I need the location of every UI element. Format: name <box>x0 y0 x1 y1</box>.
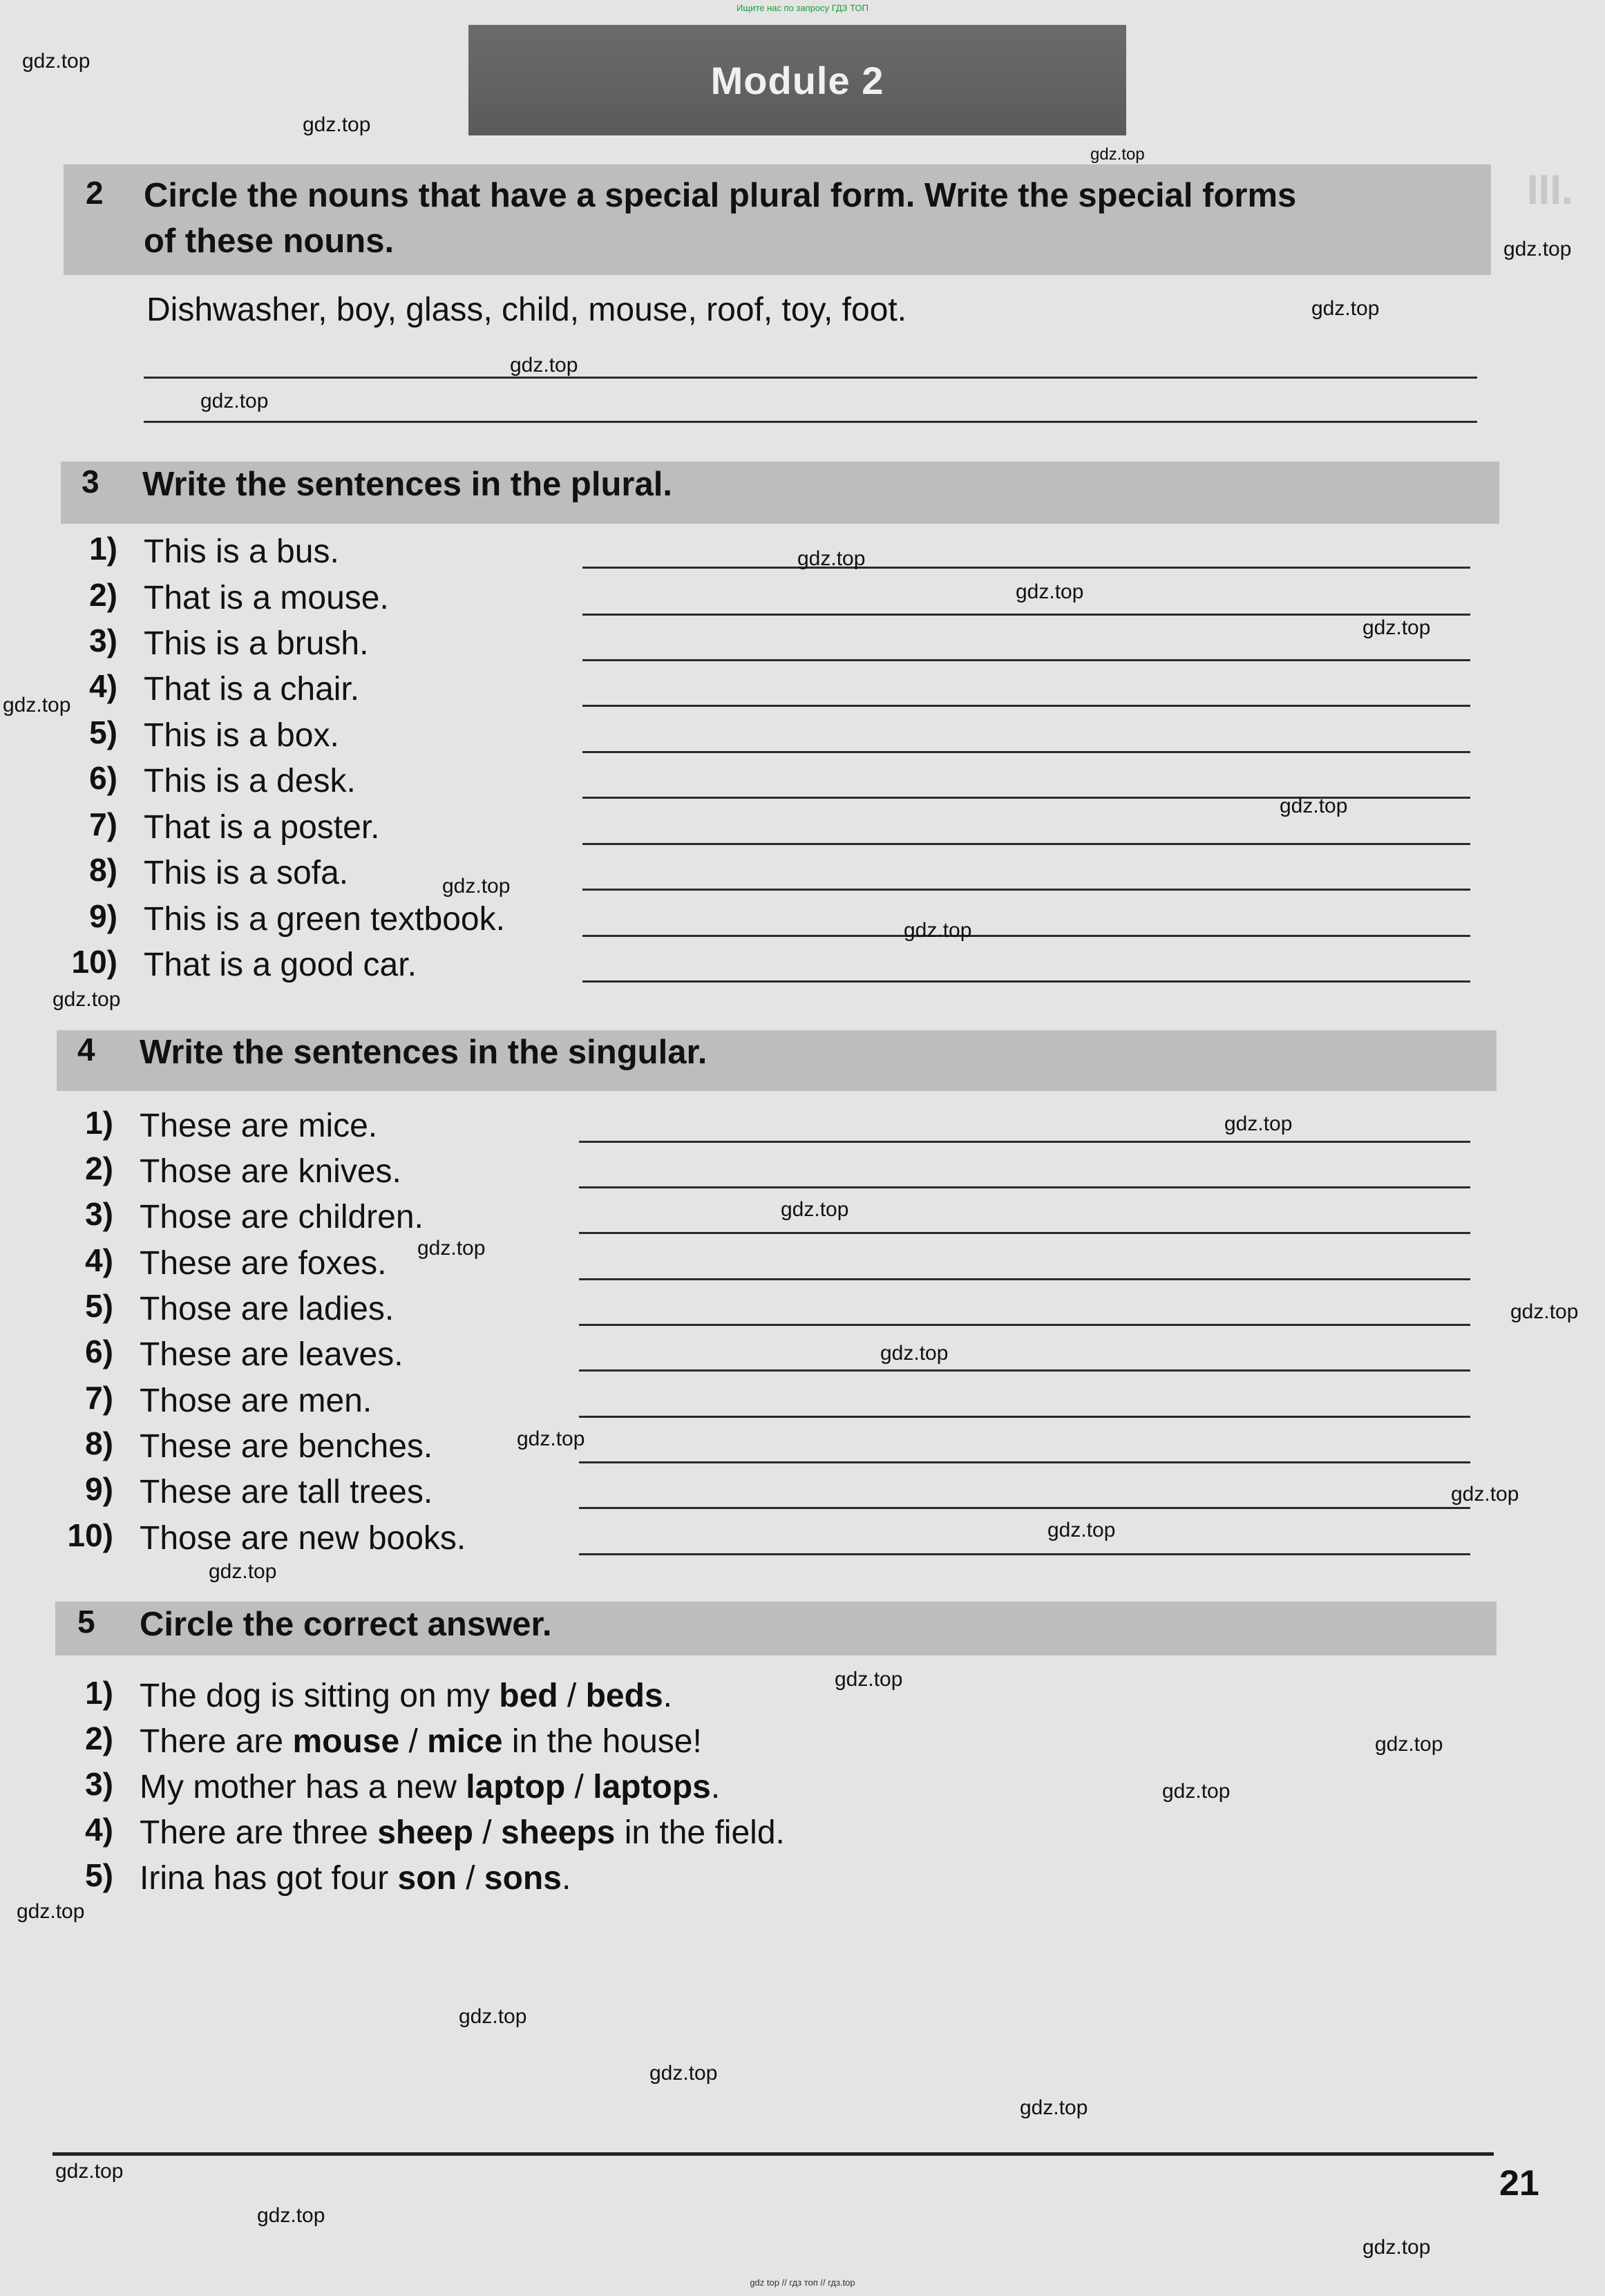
sentence-start: There are three <box>140 1814 378 1851</box>
ex3-item-number: 2) <box>89 577 117 613</box>
ex3-item-number: 10) <box>71 944 117 980</box>
option-plural[interactable]: beds <box>585 1678 663 1714</box>
ex3-answer-line[interactable] <box>582 889 1470 891</box>
ex4-item-text: Those are new books. <box>140 1520 466 1557</box>
ex4-answer-line[interactable] <box>579 1324 1470 1326</box>
ex2-answer-line-1[interactable] <box>144 377 1477 379</box>
watermark: gdz.top <box>1090 145 1145 164</box>
ex4-item-text: These are tall trees. <box>140 1474 433 1510</box>
ex4-answer-line[interactable] <box>579 1416 1470 1418</box>
watermark: gdz.top <box>1224 1112 1293 1135</box>
ex3-answer-line[interactable] <box>582 567 1470 569</box>
ex4-item-text: These are benches. <box>140 1428 433 1465</box>
ex3-item-number: 1) <box>89 531 117 567</box>
watermark: gdz.top <box>1020 2096 1088 2119</box>
sentence-start: There are <box>140 1723 293 1760</box>
watermark: gdz.top <box>1311 297 1380 320</box>
watermark: gdz.top <box>835 1668 903 1691</box>
watermark: gdz.top <box>17 1900 85 1923</box>
ex3-answer-line[interactable] <box>582 659 1470 661</box>
watermark: gdz.top <box>649 2062 718 2085</box>
option-plural[interactable]: mice <box>427 1723 503 1760</box>
ex5-sentence <box>140 1810 785 1856</box>
ex3-number: 3 <box>82 464 99 500</box>
ex3-answer-line[interactable] <box>582 980 1470 983</box>
ex3-answer-line[interactable] <box>582 843 1470 845</box>
ex4-answer-line[interactable] <box>579 1369 1470 1372</box>
ex4-item-number: 8) <box>85 1425 113 1461</box>
ex5-sentence <box>140 1856 571 1901</box>
ex3-item-number: 3) <box>89 623 117 658</box>
ex3-item-number: 6) <box>89 760 117 796</box>
ex5-number: 5 <box>77 1604 95 1640</box>
ex3-answer-line[interactable] <box>582 614 1470 616</box>
watermark: gdz.top <box>1451 1483 1519 1506</box>
sentence-start: Irina has got four <box>140 1860 398 1897</box>
ex3-item-number: 4) <box>89 668 117 704</box>
module-title: Module 2 <box>468 25 1126 135</box>
sentence-end: . <box>663 1678 672 1714</box>
ex4-item-number: 5) <box>85 1288 113 1324</box>
ex3-item-text: This is a desk. <box>144 763 356 799</box>
ex3-item-text: This is a sofa. <box>144 855 349 891</box>
ex5-sentence <box>140 1765 720 1810</box>
watermark: gdz.top <box>510 354 578 377</box>
ex4-item-number: 3) <box>85 1196 113 1232</box>
ex3-answer-line[interactable] <box>582 935 1470 937</box>
ex4-item-number: 4) <box>85 1242 113 1278</box>
ex2-number: 2 <box>86 175 104 211</box>
ex3-item-number: 9) <box>89 898 117 934</box>
watermark: gdz.top <box>1510 1300 1579 1323</box>
ex4-item-number: 7) <box>85 1380 113 1416</box>
ex4-answer-line[interactable] <box>579 1553 1470 1555</box>
watermark: gdz.top <box>53 988 121 1011</box>
watermark: gdz.top <box>1047 1519 1116 1541</box>
watermark: gdz.top <box>1016 580 1084 603</box>
ex4-item-number: 10) <box>67 1517 113 1553</box>
ex4-item-text: These are foxes. <box>140 1245 387 1282</box>
ex5-sentence <box>140 1719 702 1765</box>
ex3-answer-line[interactable] <box>582 705 1470 707</box>
edge-text: III. <box>1527 167 1573 213</box>
watermark: gdz.top <box>1362 2236 1431 2259</box>
watermark: gdz.top <box>904 919 972 942</box>
option-separator: / <box>558 1678 586 1714</box>
ex4-answer-line[interactable] <box>579 1186 1470 1188</box>
watermark: gdz.top <box>442 875 511 898</box>
ex4-item-text: Those are ladies. <box>140 1291 395 1327</box>
sentence-end: . <box>710 1769 721 1805</box>
sentence-start: My mother has a new <box>140 1769 466 1805</box>
ex2-instruction-line1: Circle the nouns that have a special plural form. Write the special forms <box>144 177 1297 214</box>
ex4-item-number: 1) <box>85 1105 113 1141</box>
watermark: gdz.top <box>781 1198 849 1221</box>
ex3-answer-line[interactable] <box>582 751 1470 753</box>
watermark: gdz.top <box>1375 1733 1443 1756</box>
ex4-item-text: Those are children. <box>140 1199 424 1235</box>
ex2-instruction-line2: of these nouns. <box>144 222 395 260</box>
watermark: gdz.top <box>200 390 269 412</box>
ex5-sentence <box>140 1673 672 1719</box>
ex5-item-number: 2) <box>85 1720 113 1756</box>
option-separator: / <box>565 1769 593 1805</box>
watermark: gdz.top <box>797 547 866 570</box>
ex5-item-number: 3) <box>85 1766 113 1802</box>
ex3-item-number: 8) <box>89 852 117 888</box>
ex4-item-text: These are mice. <box>140 1108 378 1144</box>
ex4-answer-line[interactable] <box>579 1461 1470 1463</box>
ex4-item-number: 9) <box>85 1471 113 1507</box>
ex4-item-text: These are leaves. <box>140 1336 403 1373</box>
sentence-end: in the field. <box>615 1814 785 1851</box>
ex3-item-number: 5) <box>89 714 117 750</box>
ex3-item-text: This is a brush. <box>144 625 369 662</box>
top-note: Ищите нас по запросу ГДЗ ТОП <box>737 3 868 13</box>
bottom-note: gdz top // гдз топ // гдз.top <box>750 2277 855 2288</box>
option-plural[interactable]: sheeps <box>500 1814 616 1851</box>
option-singular[interactable]: son <box>397 1860 457 1897</box>
sentence-end: . <box>561 1860 571 1897</box>
ex2-answer-line-2[interactable] <box>144 421 1477 423</box>
option-singular[interactable]: sheep <box>377 1814 473 1851</box>
ex3-item-text: That is a mouse. <box>144 580 389 616</box>
ex4-instruction: Write the sentences in the singular. <box>140 1034 707 1071</box>
ex4-answer-line[interactable] <box>579 1141 1470 1143</box>
ex3-item-text: That is a poster. <box>144 809 380 846</box>
watermark: gdz.top <box>257 2204 325 2227</box>
option-singular[interactable]: mouse <box>292 1723 400 1760</box>
watermark: gdz.top <box>209 1560 277 1583</box>
sentence-start: The dog is sitting on my <box>140 1678 500 1714</box>
ex4-answer-line[interactable] <box>579 1278 1470 1280</box>
ex3-item-text: That is a chair. <box>144 671 360 708</box>
ex5-item-number: 5) <box>85 1857 113 1893</box>
ex5-item-number: 4) <box>85 1812 113 1848</box>
watermark: gdz.top <box>22 50 91 73</box>
option-separator: / <box>473 1814 501 1851</box>
watermark: gdz.top <box>417 1237 486 1260</box>
ex2-word-list: Dishwasher, boy, glass, child, mouse, roof, toy, foot. <box>146 292 907 328</box>
watermark: gdz.top <box>517 1427 585 1450</box>
ex4-item-number: 2) <box>85 1150 113 1186</box>
watermark: gdz.top <box>303 113 371 136</box>
footer-rule <box>53 2152 1494 2156</box>
option-plural[interactable]: laptops <box>593 1769 711 1805</box>
ex3-item-text: This is a green textbook. <box>144 901 505 938</box>
ex4-answer-line[interactable] <box>579 1232 1470 1234</box>
watermark: gdz.top <box>1362 616 1431 639</box>
ex4-answer-line[interactable] <box>579 1507 1470 1509</box>
option-separator: / <box>456 1860 484 1897</box>
ex4-item-number: 6) <box>85 1334 113 1369</box>
option-singular[interactable]: bed <box>499 1678 558 1714</box>
watermark: gdz.top <box>880 1342 949 1365</box>
watermark: gdz.top <box>3 694 71 717</box>
ex3-item-text: This is a bus. <box>144 533 339 570</box>
watermark: gdz.top <box>55 2160 124 2183</box>
watermark: gdz.top <box>1162 1780 1231 1803</box>
ex3-item-text: That is a good car. <box>144 947 417 983</box>
sentence-end: in the house! <box>502 1723 702 1760</box>
watermark: gdz.top <box>1280 795 1348 817</box>
watermark: gdz.top <box>1503 238 1572 260</box>
ex3-item-text: This is a box. <box>144 717 339 754</box>
page-number: 21 <box>1499 2163 1539 2203</box>
ex3-item-number: 7) <box>89 806 117 842</box>
option-separator: / <box>399 1723 428 1760</box>
ex5-instruction: Circle the correct answer. <box>140 1606 552 1643</box>
ex4-item-text: Those are knives. <box>140 1153 401 1190</box>
option-plural[interactable]: sons <box>484 1860 562 1897</box>
watermark: gdz.top <box>459 2005 527 2028</box>
ex4-number: 4 <box>77 1032 95 1068</box>
ex3-instruction: Write the sentences in the plural. <box>142 466 672 503</box>
ex4-item-text: Those are men. <box>140 1383 372 1419</box>
option-singular[interactable]: laptop <box>466 1769 566 1805</box>
ex5-item-number: 1) <box>85 1675 113 1711</box>
